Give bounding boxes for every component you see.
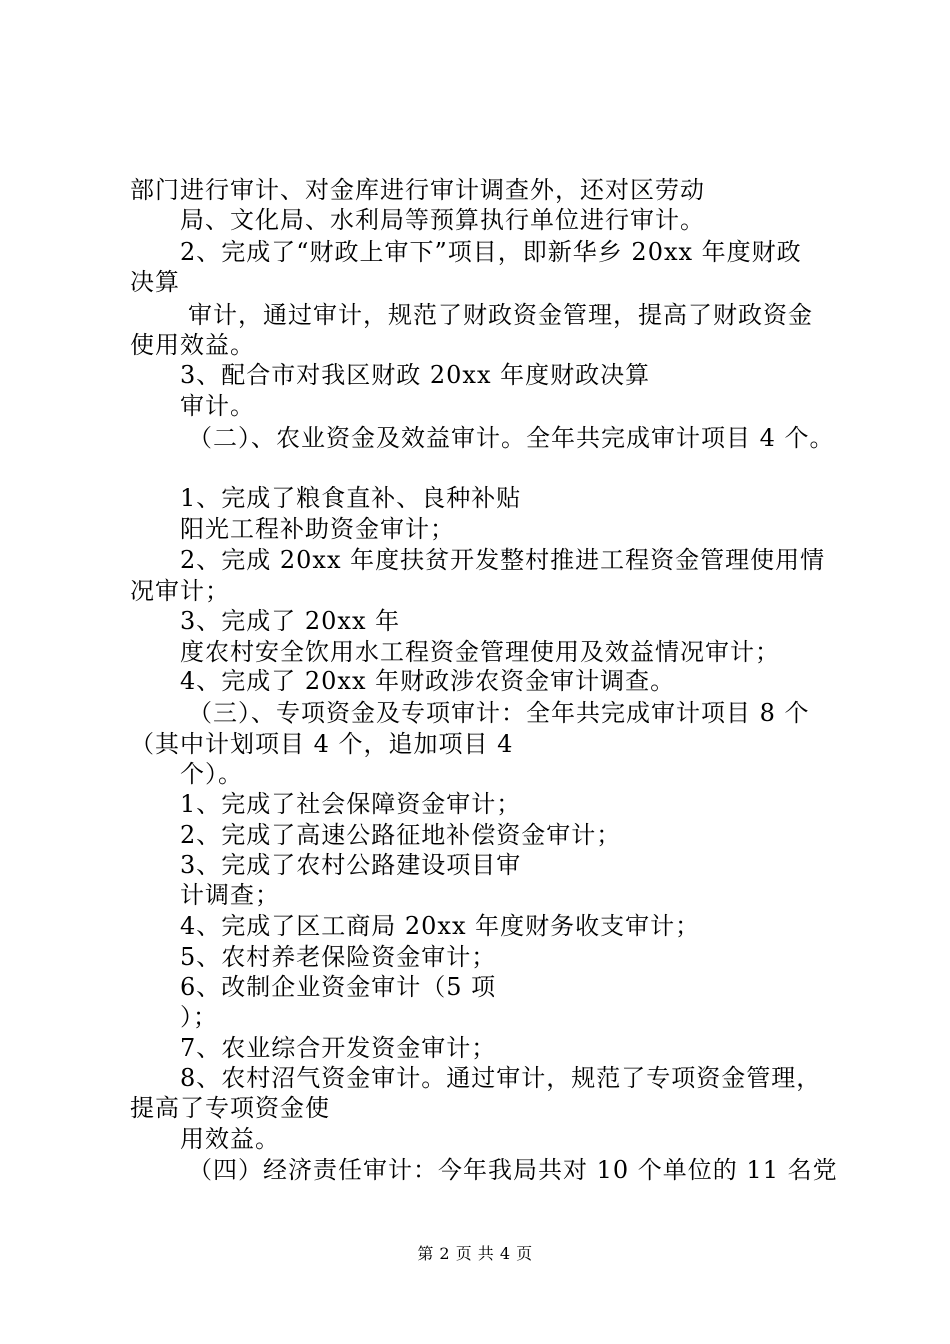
body-line: 决算: [130, 268, 180, 296]
body-line: 审计。: [180, 392, 255, 420]
body-line: 8、农村沼气资金审计。通过审计，规范了专项资金管理，: [180, 1064, 822, 1092]
body-line: （三）、专项资金及专项审计：全年共完成审计项目 8 个: [188, 699, 810, 727]
body-line: （二）、农业资金及效益审计。全年共完成审计项目 4 个。: [188, 424, 835, 452]
page-number-footer: 第 2 页 共 4 页: [417, 1244, 533, 1263]
body-line: 2、完成了高速公路征地补偿资金审计；: [180, 821, 622, 849]
body-line: 个）。: [180, 760, 243, 788]
body-line: 阳光工程补助资金审计；: [180, 515, 455, 543]
body-line: 4、完成了 20xx 年财政涉农资金审计调查。: [180, 667, 676, 695]
body-line: 3、配合市对我区财政 20xx 年度财政决算: [180, 361, 651, 389]
body-line: （其中计划项目 4 个，追加项目 4: [130, 730, 514, 758]
body-line: 使用效益。: [130, 331, 255, 359]
body-line: ）；: [180, 1003, 218, 1031]
body-line: 2、完成 20xx 年度扶贫开发整村推进工程资金管理使用情: [180, 546, 826, 574]
body-line: 2、完成了“财政上审下”项目，即新华乡 20xx 年度财政: [180, 238, 802, 266]
body-line: 4、完成了区工商局 20xx 年度财务收支审计；: [180, 912, 701, 940]
body-line: 1、完成了粮食直补、良种补贴: [180, 484, 522, 512]
body-line: 7、农业综合开发资金审计；: [180, 1034, 497, 1062]
body-line: 6、改制企业资金审计（5 项: [180, 973, 497, 1001]
body-line: 审计，通过审计，规范了财政资金管理，提高了财政资金: [188, 301, 813, 329]
body-line: 3、完成了 20xx 年: [180, 607, 401, 635]
body-line: 用效益。: [180, 1125, 280, 1153]
body-line: 局、文化局、水利局等预算执行单位进行审计。: [180, 206, 705, 234]
body-line: 1、完成了社会保障资金审计；: [180, 790, 522, 818]
body-line: （四）经济责任审计：今年我局共对 10 个单位的 11 名党: [188, 1156, 838, 1184]
body-line: 提高了专项资金使: [130, 1094, 330, 1122]
body-line: 3、完成了农村公路建设项目审: [180, 851, 522, 879]
body-line: 况审计；: [130, 577, 230, 605]
body-line: 度农村安全饮用水工程资金管理使用及效益情况审计；: [180, 638, 780, 666]
body-line: 部门进行审计、对金库进行审计调查外，还对区劳动: [130, 176, 705, 204]
body-line: 5、农村养老保险资金审计；: [180, 943, 497, 971]
body-line: 计调查；: [180, 881, 280, 909]
